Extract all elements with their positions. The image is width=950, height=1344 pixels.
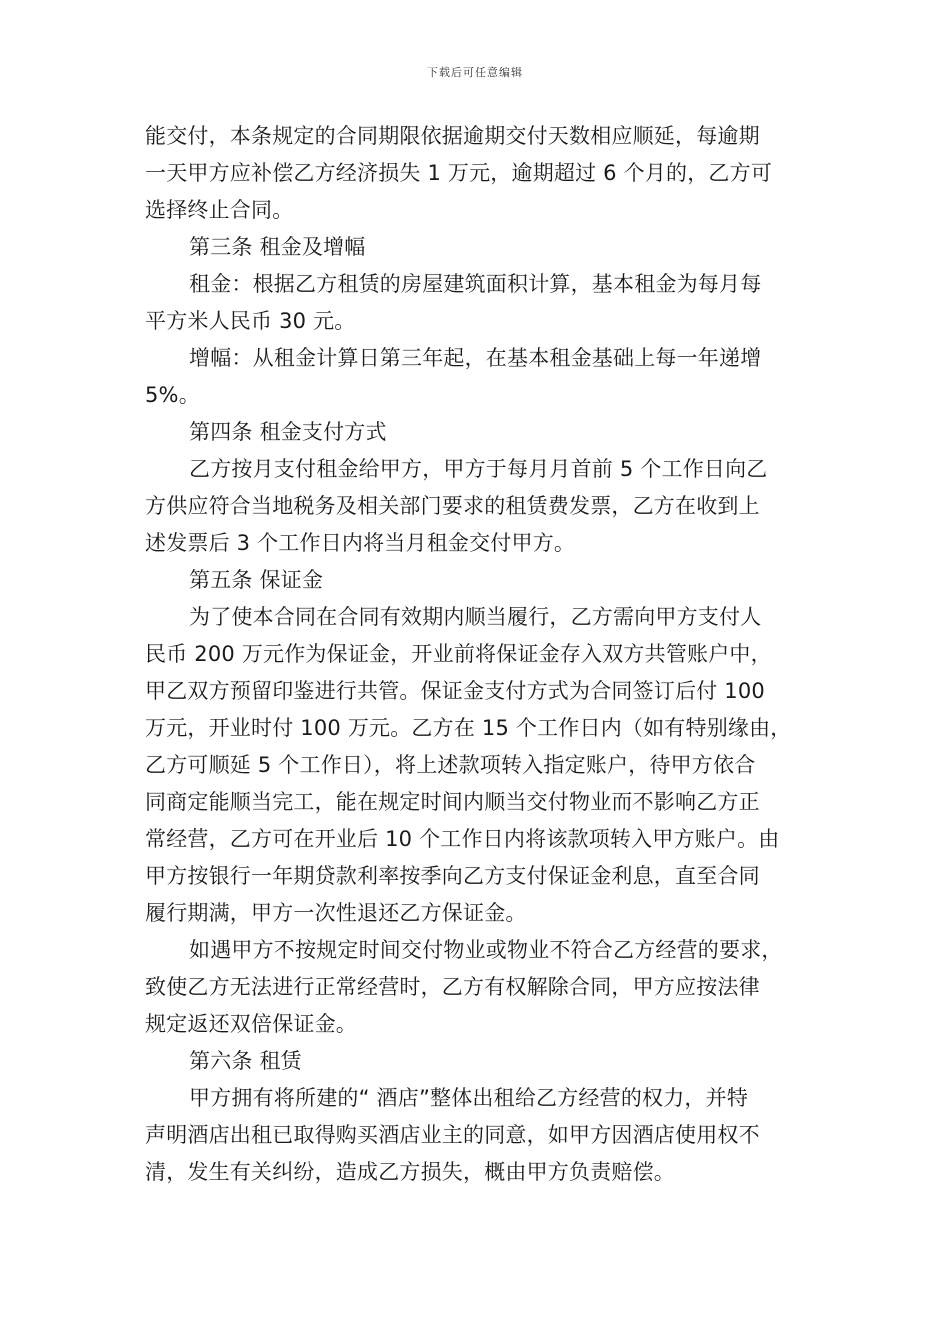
text-line: 能交付，本条规定的合同期限依据逾期交付天数相应顺延，每逾期	[145, 124, 760, 148]
section-heading: 第五条 保证金	[189, 568, 324, 592]
text-line: 如遇甲方不按规定时间交付物业或物业不符合乙方经营的要求，	[189, 938, 783, 962]
text-line: 常经营，乙方可在开业后 10 个工作日内将该款项转入甲方账户。由	[145, 827, 780, 851]
text-line: 甲方按银行一年期贷款利率按季向乙方支付保证金利息，直至合同	[145, 864, 760, 888]
text-line: 平方米人民币 30 元。	[145, 309, 356, 333]
text-line: 5%。	[145, 383, 200, 407]
document-body	[145, 118, 810, 1191]
text-line: 履行期满，甲方一次性退还乙方保证金。	[145, 901, 527, 925]
text-line: 一天甲方应补偿乙方经济损失 1 万元，逾期超过 6 个月的，乙方可	[145, 161, 773, 185]
text-line: 民币 200 万元作为保证金，开业前将保证金存入双方共管账户中，	[145, 642, 772, 666]
text-line: 甲方拥有将所建的“ 酒店”整体出租给乙方经营的权力，并特	[189, 1086, 749, 1110]
section-heading: 第三条 租金及增幅	[189, 235, 366, 259]
text-line: 规定返还双倍保证金。	[145, 1012, 357, 1036]
text-line: 甲乙双方预留印鉴进行共管。保证金支付方式为合同签订后付 100	[145, 679, 765, 703]
text-line: 乙方按月支付租金给甲方，甲方于每月月首前 5 个工作日向乙	[189, 457, 768, 481]
text-line: 为了使本合同在合同有效期内顺当履行，乙方需向甲方支付人	[189, 605, 762, 629]
page-header: 下载后可任意编辑	[427, 66, 523, 79]
text-line: 乙方可顺延 5 个工作日），将上述款项转入指定账户，待甲方依合	[145, 753, 756, 777]
text-line: 万元，开业时付 100 万元。乙方在 15 个工作日内（如有特别缘由，	[145, 716, 792, 740]
section-heading: 第六条 租赁	[189, 1049, 302, 1073]
text-line: 选择终止合同。	[145, 198, 294, 222]
text-line: 声明酒店出租已取得购买酒店业主的同意，如甲方因酒店使用权不	[145, 1123, 760, 1147]
text-line: 同商定能顺当完工，能在规定时间内顺当交付物业而不影响乙方正	[145, 790, 760, 814]
section-heading: 第四条 租金支付方式	[189, 420, 387, 444]
text-line: 方供应符合当地税务及相关部门要求的租赁费发票，乙方在收到上	[145, 494, 760, 518]
text-line: 清，发生有关纠纷，造成乙方损失，概由甲方负责赔偿。	[145, 1160, 675, 1184]
text-line: 致使乙方无法进行正常经营时，乙方有权解除合同，甲方应按法律	[145, 975, 760, 999]
text-line: 租金：根据乙方租赁的房屋建筑面积计算，基本租金为每月每	[189, 272, 762, 296]
text-line: 述发票后 3 个工作日内将当月租金交付甲方。	[145, 531, 576, 555]
text-line: 增幅：从租金计算日第三年起，在基本租金基础上每一年递增	[189, 346, 762, 370]
